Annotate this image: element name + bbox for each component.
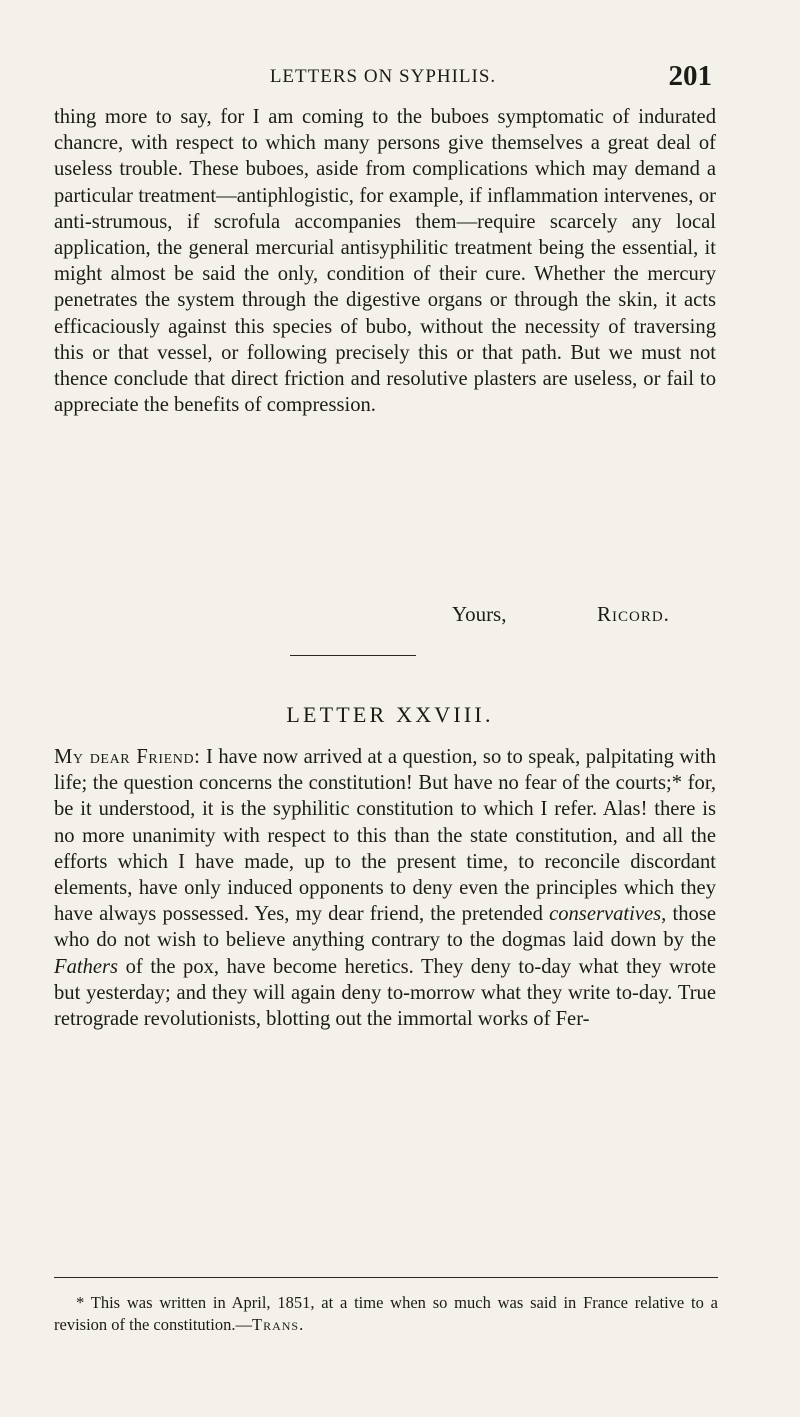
paragraph-1: thing more to say, for I am coming to the buboes symptomatic of indurated chancre, with respect to which many persons give themselves a great deal of useless trouble. These buboes, aside from complications which may demand a particular treatment—antiphlogistic, for example, if inflammation intervenes, or anti-strumous, if scrofula accompanies them—require scarcely any local application, the general mercurial antisyphilitic treatment being the essential, it might almost be said the only, condition of their cure. Whether the mercury penetrates the system through the digestive organs or through the skin, it acts efficaciously against this species of bubo, without the necessity of traversing this or that vessel, or following precisely this or that path. But we must not thence conclude that direct friction and resolutive plasters are useless, or fail to appreciate the benefits of compression. (54, 106, 716, 417)
paragraph-2-text-a: I have now arrived at a question, so to speak, palpitating with life; the question concerns the constitution! But have no fear of the courts;* for, be it understood, it is the syphilitic constitution to which I refer. Alas! there is no more unanimity with respect to this than the state constitution, and all the efforts which I have made, up to the present time, to reconcile discordant elements, have only induced opponents to deny even the principles which they have always possessed. Yes, my dear friend, the pretended (54, 746, 716, 926)
signoff-yours: Yours, (452, 602, 507, 626)
running-head (54, 62, 712, 94)
signoff-author: Ricord. (597, 602, 670, 626)
footnote-divider (54, 1277, 718, 1278)
section-divider (290, 655, 416, 656)
paragraph-2-text-c: of the pox, have become heretics. They deny to-day what they wrote but yesterday; and they will again deny to-morrow what they write to-day. True retrograde revolutionists, blotting out the immortal works of Fer- (54, 955, 716, 1031)
letter-signoff (54, 602, 716, 630)
letter-heading: LETTER XXVIII. (286, 702, 494, 727)
running-title: LETTERS ON SYPHILIS. (269, 66, 497, 87)
paragraph-2-text-b: those who do not wish to believe anything contrary to the dogmas laid down by the (54, 903, 716, 952)
footnote-trans: Trans. (251, 1315, 305, 1334)
italic-conservatives: conservatives, (549, 903, 667, 926)
italic-fathers: Fathers (54, 955, 119, 978)
page-number: 201 (668, 60, 712, 92)
salutation: My dear Friend: (54, 746, 201, 768)
paragraph-2 (54, 744, 716, 1032)
footnote-text: * This was written in April, 1851, at a time when so much was said in France relative to a revision of the constitution.— (54, 1293, 718, 1334)
footnote (54, 1292, 718, 1336)
